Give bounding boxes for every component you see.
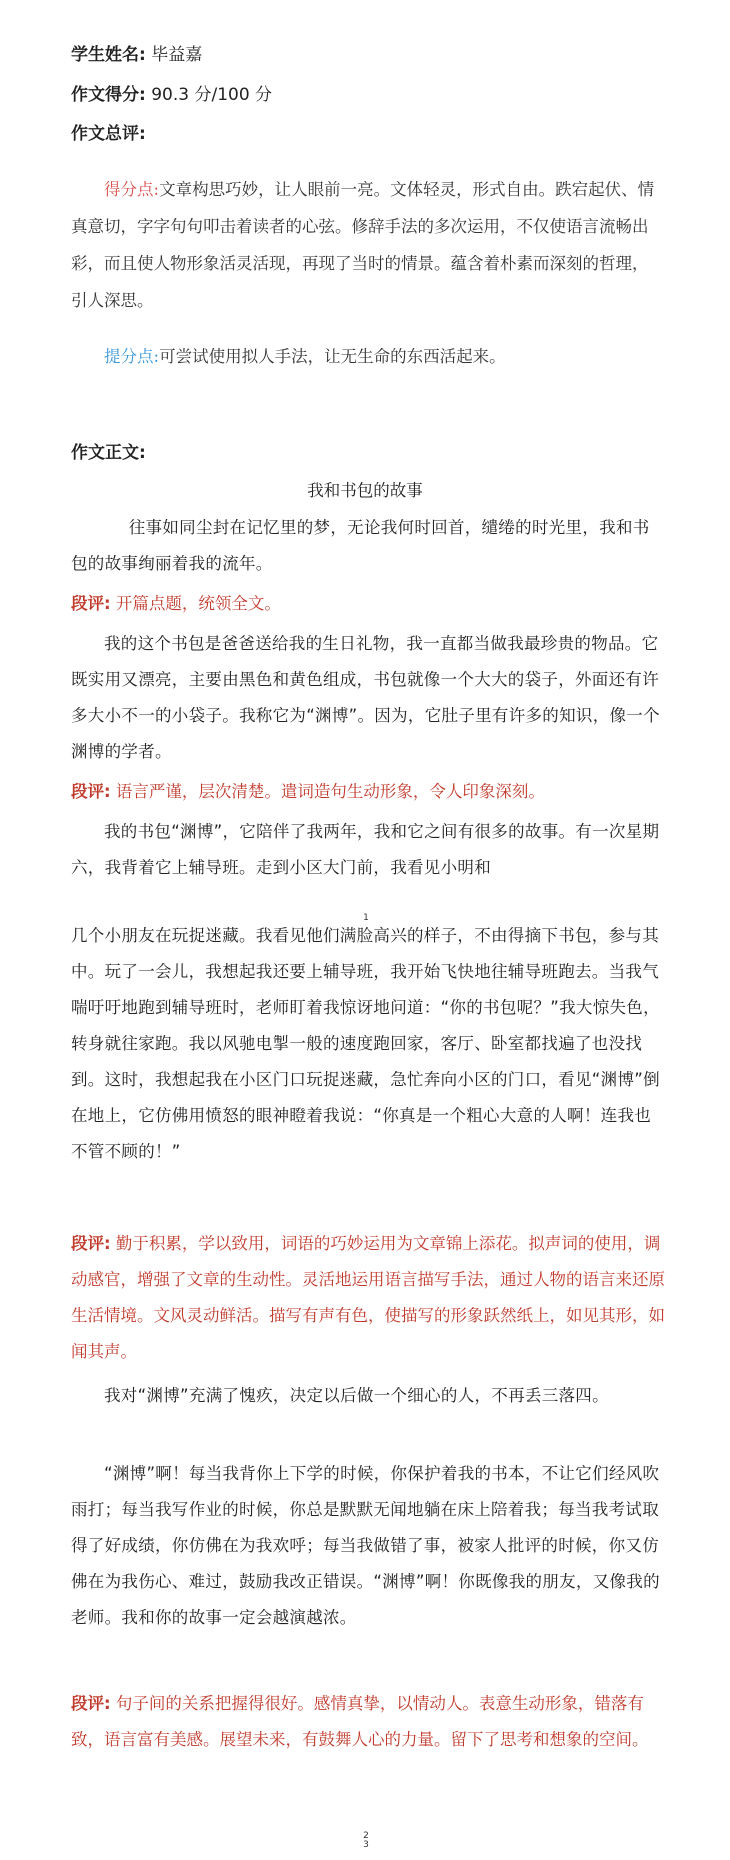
student-name-value: 毕益嘉 <box>151 45 203 65</box>
essay-title: 我和书包的故事 <box>307 481 423 500</box>
paragraph-comment-3 <box>71 1226 665 1370</box>
page-number-top: 2 <box>363 1831 369 1841</box>
paragraph-comment-2 <box>71 774 665 810</box>
score-value: 90.3 分/100 分 <box>151 85 273 105</box>
essay-paragraph-2: 我的这个书包是爸爸送给我的生日礼物，我一直都当做我最珍贵的物品。它既实用又漂亮，主要由黑色和黄色组成，书包就像一个大大的袋子，外面还有许多大小不一的小袋子。我称它为“渊博”。因为，它肚子里有许多的知识，像一个渊博的学者。 <box>71 634 660 761</box>
comment-label: 段评: <box>71 594 111 613</box>
essay-paragraph-3a: 我的书包“渊博”，它陪伴了我两年，我和它之间有很多的故事。有一次星期六，我背着它上辅导班。走到小区大门前，我看见小明和 <box>71 822 660 877</box>
page-number-bottom: 3 <box>363 1840 369 1850</box>
improve-points-paragraph <box>71 338 661 375</box>
paragraph-comment-1 <box>71 586 665 622</box>
comment-label: 段评: <box>71 1694 111 1713</box>
review-label: 作文总评: <box>71 124 146 144</box>
good-points-paragraph <box>71 171 661 319</box>
comment-text: 勤于积累，学以致用，词语的巧妙运用为文章锦上添花。拟声词的使用，调动感官，增强了文章的生动性。灵活地运用语言描写手法，通过人物的语言来还原生活情境。文风灵动鲜活。描写有声有色，使描写的形象跃然纸上，如见其形，如闻其声。 <box>71 1234 665 1361</box>
good-points-label: 得分点: <box>104 180 160 199</box>
essay-paragraph-5: “渊博”啊！每当我背你上下学的时候，你保护着我的书本，不让它们经风吹雨打；每当我写作业的时候，你总是默默无闻地躺在床上陪着我；每当我考试取得了好成绩，你仿佛在为我欢呼；每当我做错了事，被家人批评的时候，你又仿佛在为我伤心、难过，鼓励我改正错误。“渊博”啊！你既像我的朋友，又像我的老师。我和你的故事一定会越演越浓。 <box>71 1464 660 1627</box>
comment-label: 段评: <box>71 782 111 801</box>
paragraph-comment-4 <box>71 1686 665 1758</box>
improve-points-label: 提分点: <box>104 347 160 366</box>
essay-paragraph-1: 往事如同尘封在记忆里的梦，无论我何时回首，缱绻的时光里，我和书包的故事绚丽着我的流年。 <box>71 518 650 573</box>
comment-label: 段评: <box>71 1234 111 1253</box>
page-number-2 <box>362 1832 370 1850</box>
comment-text: 开篇点题，统领全文。 <box>115 594 281 613</box>
essay-paragraph-3b: 几个小朋友在玩捉迷藏。我看见他们满脸高兴的样子，不由得摘下书包，参与其中。玩了一会儿，我想起我还要上辅导班，我开始飞快地往辅导班跑去。当我气喘吁吁地跑到辅导班时，老师盯着我惊讶地问道：“你的书包呢？”我大惊失色，转身就往家跑。我以风驰电掣一般的速度跑回家，客厅、卧室都找遍了也没找到。这时，我想起我在小区门口玩捉迷藏，急忙奔向小区的门口，看见“渊博”倒在地上，它仿佛用愤怒的眼神瞪着我说：“你真是一个粗心大意的人啊！连我也不管不顾的！” <box>71 926 660 1161</box>
improve-points-text: 可尝试使用拟人手法，让无生命的东西活起来。 <box>159 347 506 366</box>
comment-text: 句子间的关系把握得很好。感情真挚，以情动人。表意生动形象，错落有致，语言富有美感。展望未来，有鼓舞人心的力量。留下了思考和想象的空间。 <box>71 1694 649 1749</box>
good-points-text: 文章构思巧妙，让人眼前一亮。文体轻灵，形式自由。跌宕起伏、情真意切，字字句句叩击着读者的心弦。修辞手法的多次运用，不仅使语言流畅出彩，而且使人物形象活灵活现，再现了当时的情景。蕴含着朴素而深刻的哲理，引人深思。 <box>71 180 655 310</box>
essay-paragraph-4: 我对“渊博”充满了愧疚，决定以后做一个细心的人，不再丢三落四。 <box>104 1386 609 1405</box>
essay-section-label: 作文正文: <box>71 443 146 463</box>
student-name-label: 学生姓名: <box>71 45 146 65</box>
student-name-row <box>71 42 202 68</box>
score-row <box>71 82 272 108</box>
comment-text: 语言严谨，层次清楚。遣词造句生动形象，令人印象深刻。 <box>115 782 545 801</box>
page-number-1: 1 <box>363 913 369 923</box>
score-label: 作文得分: <box>71 85 146 105</box>
